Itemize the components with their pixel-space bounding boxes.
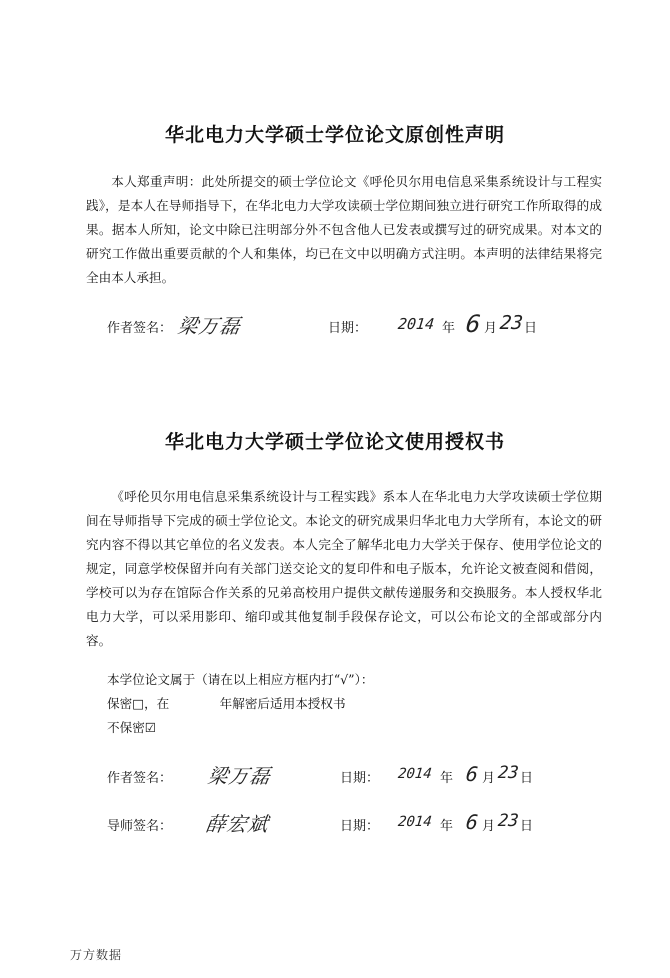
classification-instruction: 本学位论文属于（请在以上相应方框内打“√”）： xyxy=(107,672,374,687)
date-month-handwritten: 6 xyxy=(464,310,482,338)
classification-not-secret-option: 不保密☑ xyxy=(107,720,157,735)
date-day-handwritten: 23 xyxy=(498,312,525,334)
year-unit: 年 xyxy=(440,771,454,786)
month-unit: 月 xyxy=(484,321,498,336)
day-unit: 日 xyxy=(524,321,538,336)
date-label: 日期： xyxy=(340,819,380,834)
author-signature: 梁万磊 xyxy=(176,314,243,338)
date-label: 日期： xyxy=(328,321,368,336)
year-unit: 年 xyxy=(442,321,456,336)
author-signature-label: 作者签名： xyxy=(107,771,173,786)
day-unit: 日 xyxy=(520,771,534,786)
date-year-handwritten: 2014 xyxy=(397,766,433,782)
year-unit: 年 xyxy=(440,819,454,834)
author-signature-label: 作者签名： xyxy=(107,321,173,336)
authorization-author-row xyxy=(0,760,670,790)
watermark-text: 万方数据 xyxy=(70,948,123,962)
authorization-title: 华北电力大学硕士学位论文使用授权书 xyxy=(164,431,505,453)
originality-signature-row xyxy=(0,310,670,340)
date-year-handwritten: 2014 xyxy=(397,315,436,333)
authorization-supervisor-row xyxy=(0,808,670,838)
date-month-handwritten: 6 xyxy=(464,810,480,834)
day-unit: 日 xyxy=(520,819,534,834)
originality-title: 华北电力大学硕士学位论文原创性声明 xyxy=(164,124,505,146)
month-unit: 月 xyxy=(482,819,496,834)
date-day-handwritten: 23 xyxy=(496,811,520,831)
originality-body: 本人郑重声明：此处所提交的硕士学位论文《呼伦贝尔用电信息采集系统设计与工程实践》，是本人在导师指导下，在华北电力大学攻读硕士学位期间独立进行研究工作所取得的成果。据本人所知，论文中除已注明部分外不包含他人已发表或撰写过的研究成果。对本文的研究工作做出重要贡献的个人和集体，均已在文中以明确方式注明。本声明的法律结果将完全由本人承担。 xyxy=(86,174,602,285)
date-year-handwritten: 2014 xyxy=(397,814,433,830)
supervisor-signature-label: 导师签名： xyxy=(107,819,173,834)
date-day-handwritten: 23 xyxy=(496,763,520,783)
authorization-body: 《呼伦贝尔用电信息采集系统设计与工程实践》系本人在华北电力大学攻读硕士学位期间在导师指导下完成的硕士学位论文。本论文的研究成果归华北电力大学所有，本论文的研究内容不得以其它单位的名义发表。本人完全了解华北电力大学关于保存、使用学位论文的规定，同意学校保留并向有关部门送交论文的复印件和电子版本，允许论文被查阅和借阅，学校可以为存在馆际合作关系的兄弟高校用户提供文献传递服务和交换服务。本人授权华北电力大学，可以采用影印、缩印或其他复制手段保存论文，可以公布论文的全部或部分内容。 xyxy=(86,489,602,648)
supervisor-signature: 薛宏斌 xyxy=(204,812,271,836)
date-label: 日期： xyxy=(340,771,380,786)
month-unit: 月 xyxy=(482,771,496,786)
classification-secret-option: 保密□，在 年解密后适用本授权书 xyxy=(107,696,346,711)
date-month-handwritten: 6 xyxy=(464,762,480,786)
author-signature: 梁万磊 xyxy=(206,764,273,788)
